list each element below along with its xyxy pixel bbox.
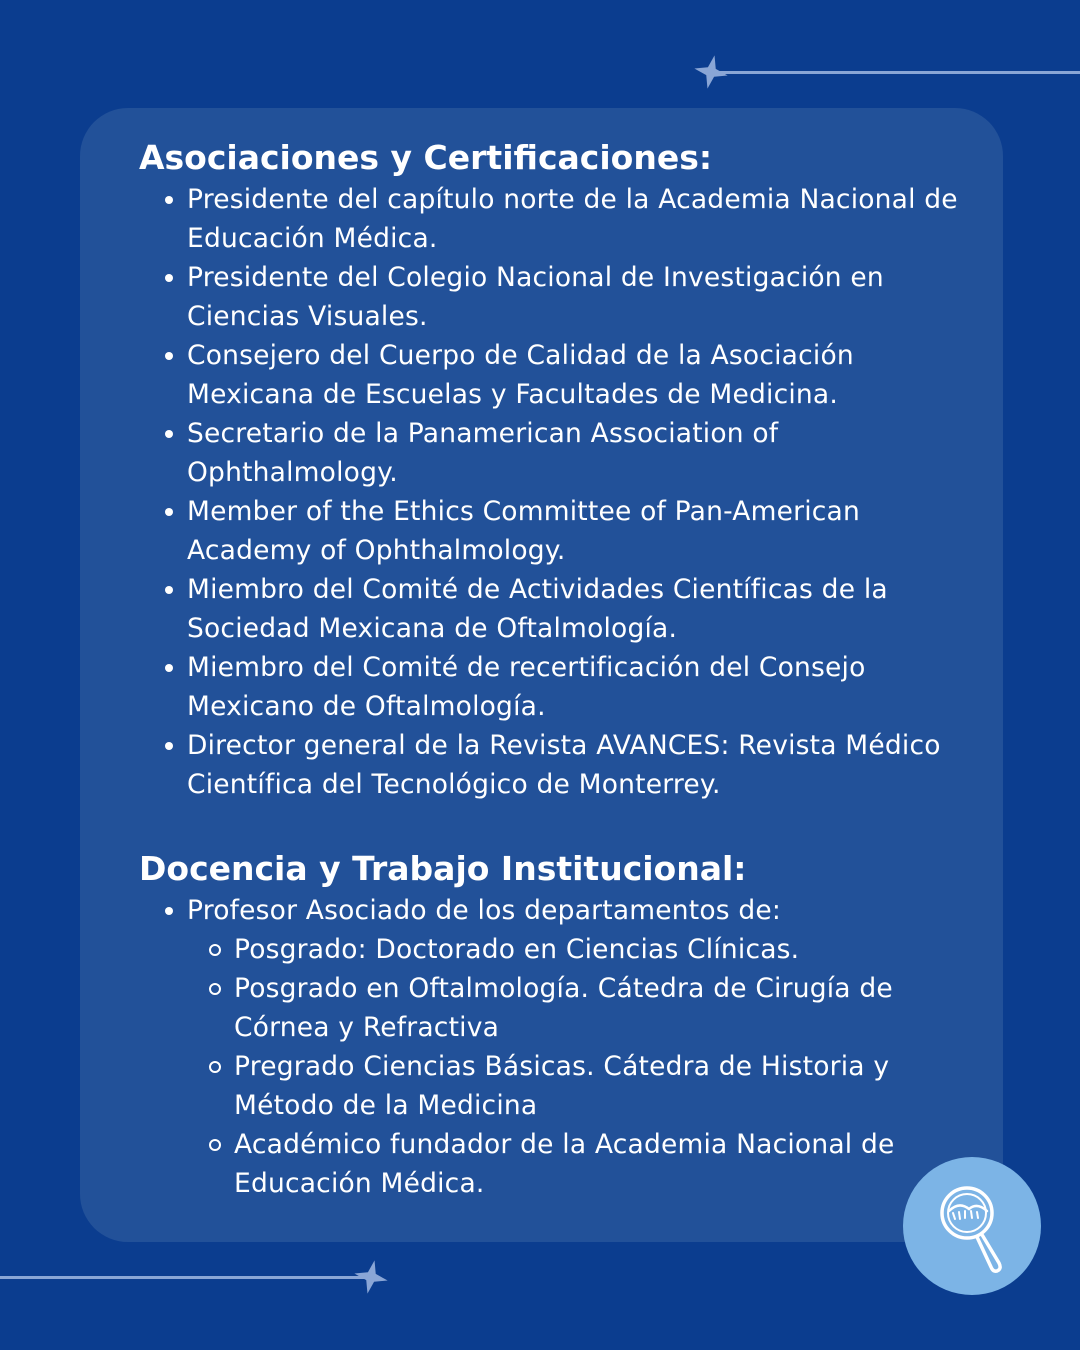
list-item: Member of the Ethics Committee of Pan-American Academy of Ophthalmology.: [139, 492, 959, 570]
docencia-sublist: [139, 930, 959, 1203]
sub-list-item: Posgrado: Doctorado en Ciencias Clínicas.: [139, 930, 959, 969]
list-item: Miembro del Comité de recertificación del Consejo Mexicano de Oftalmología.: [139, 648, 959, 726]
magnifier-eye-icon: [903, 1157, 1041, 1295]
section-heading-docencia: Docencia y Trabajo Institucional:: [139, 849, 747, 888]
logo-badge: [903, 1157, 1041, 1295]
star-icon: [352, 1258, 390, 1296]
list-item: Consejero del Cuerpo de Calidad de la Asociación Mexicana de Escuelas y Facultades de Medicina.: [139, 336, 959, 414]
list-item: Secretario de la Panamerican Association of Ophthalmology.: [139, 414, 959, 492]
list-item: Director general de la Revista AVANCES: Revista Médico Científica del Tecnológico de Monterrey.: [139, 726, 959, 804]
content: [139, 138, 959, 1203]
list-item: Miembro del Comité de Actividades Científicas de la Sociedad Mexicana de Oftalmología.: [139, 570, 959, 648]
sub-list-item: Académico fundador de la Academia Nacional de Educación Médica.: [139, 1125, 959, 1203]
list-item: Profesor Asociado de los departamentos de:: [139, 891, 959, 930]
bottom-decoration-line: [0, 1276, 370, 1279]
star-icon: [692, 53, 730, 91]
docencia-list: [139, 891, 959, 930]
sub-list-item: Posgrado en Oftalmología. Cátedra de Cirugía de Córnea y Refractiva: [139, 969, 959, 1047]
sub-list-item: Pregrado Ciencias Básicas. Cátedra de Historia y Método de la Medicina: [139, 1047, 959, 1125]
list-item: Presidente del Colegio Nacional de Investigación en Ciencias Visuales.: [139, 258, 959, 336]
list-item: Presidente del capítulo norte de la Academia Nacional de Educación Médica.: [139, 180, 959, 258]
asociaciones-list: [139, 180, 959, 804]
section-heading-asociaciones: Asociaciones y Certificaciones:: [139, 138, 713, 177]
top-decoration-line: [718, 71, 1080, 74]
